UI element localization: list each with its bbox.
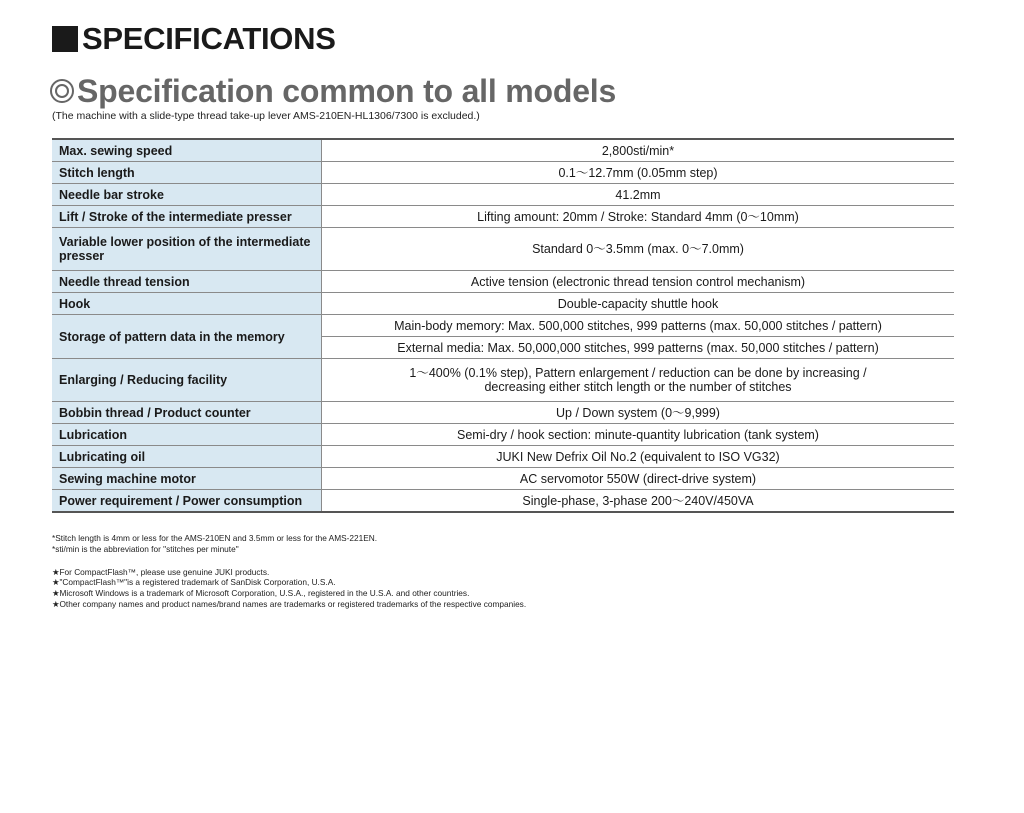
exclusion-note: (The machine with a slide-type thread take-up lever AMS-210EN-HL1306/7300 is excluded.) xyxy=(52,110,480,122)
footnotes xyxy=(52,533,526,610)
trademark-note: ★Other company names and product names/brand names are trademarks or registered trademarks of the respective companies. xyxy=(52,598,527,609)
table-row xyxy=(52,293,954,315)
table-row xyxy=(52,206,954,228)
table-row xyxy=(52,228,954,271)
spec-value: Standard 0～3.5mm (max. 0～7.0mm) xyxy=(322,228,955,271)
spec-label: Lubrication xyxy=(52,424,322,446)
spec-label: Lubricating oil xyxy=(52,446,322,468)
spec-value: External media: Max. 50,000,000 stitches, 999 patterns (max. 50,000 stitches / pattern) xyxy=(322,337,955,359)
spec-value-line: decreasing either stitch length or the number of stitches xyxy=(484,380,792,394)
table-row xyxy=(52,184,954,206)
table-row xyxy=(52,424,954,446)
trademark-note: ★Microsoft Windows is a trademark of Microsoft Corporation, U.S.A., registered in the U.S.A. and other countries. xyxy=(52,588,470,599)
spec-value: JUKI New Defrix Oil No.2 (equivalent to ISO VG32) xyxy=(322,446,955,468)
footnote: *Stitch length is 4mm or less for the AMS-210EN and 3.5mm or less for the AMS-221EN. xyxy=(52,533,378,543)
trademark-note: ★"CompactFlash™"is a registered trademark of SanDisk Corporation, U.S.A. xyxy=(52,577,336,588)
section-heading xyxy=(52,21,336,57)
subsection-title: Specification common to all models xyxy=(77,73,617,109)
table-row xyxy=(52,402,954,424)
spec-value: 0.1～12.7mm (0.05mm step) xyxy=(322,162,955,184)
spec-value: 41.2mm xyxy=(322,184,955,206)
table-row xyxy=(52,468,954,490)
table-row xyxy=(52,315,954,337)
spec-value: Double-capacity shuttle hook xyxy=(322,293,955,315)
spec-value: Active tension (electronic thread tension control mechanism) xyxy=(322,271,955,293)
spec-label: Hook xyxy=(52,293,322,315)
spec-value: AC servomotor 550W (direct-drive system) xyxy=(322,468,955,490)
table-row xyxy=(52,139,954,162)
spec-table xyxy=(52,138,954,513)
spec-value: Lifting amount: 20mm / Stroke: Standard 4mm (0～10mm) xyxy=(322,206,955,228)
spec-value xyxy=(322,359,955,402)
spec-label: Max. sewing speed xyxy=(52,139,322,162)
footnote: *sti/min is the abbreviation for "stitches per minute" xyxy=(52,543,239,554)
table-row xyxy=(52,271,954,293)
spec-label: Lift / Stroke of the intermediate presser xyxy=(52,206,322,228)
double-circle-icon xyxy=(50,79,74,103)
trademark-note: ★For CompactFlash™, please use genuine JUKI products. xyxy=(52,566,270,577)
spec-value: Semi-dry / hook section: minute-quantity lubrication (tank system) xyxy=(322,424,955,446)
spec-label: Storage of pattern data in the memory xyxy=(52,315,322,359)
black-square-icon xyxy=(52,26,78,52)
table-row xyxy=(52,162,954,184)
spec-label: Bobbin thread / Product counter xyxy=(52,402,322,424)
spec-value: Main-body memory: Max. 500,000 stitches, 999 patterns (max. 50,000 stitches / pattern) xyxy=(322,315,955,337)
table-row xyxy=(52,490,954,513)
table-row xyxy=(52,446,954,468)
subsection-heading xyxy=(50,72,616,110)
table-row xyxy=(52,359,954,402)
spec-value-line: 1～400% (0.1% step), Pattern enlargement / reduction can be done by increasing / xyxy=(409,366,867,380)
spec-label: Needle bar stroke xyxy=(52,184,322,206)
spec-label: Stitch length xyxy=(52,162,322,184)
spec-value: 2,800sti/min* xyxy=(322,139,955,162)
spec-label: Enlarging / Reducing facility xyxy=(52,359,322,402)
spec-value: Up / Down system (0～9,999) xyxy=(322,402,955,424)
spec-label: Power requirement / Power consumption xyxy=(52,490,322,513)
spec-value: Single-phase, 3-phase 200～240V/450VA xyxy=(322,490,955,513)
spec-label: Sewing machine motor xyxy=(52,468,322,490)
spec-label: Needle thread tension xyxy=(52,271,322,293)
spec-label: Variable lower position of the intermediate presser xyxy=(52,228,322,271)
section-title: SPECIFICATIONS xyxy=(82,21,336,56)
